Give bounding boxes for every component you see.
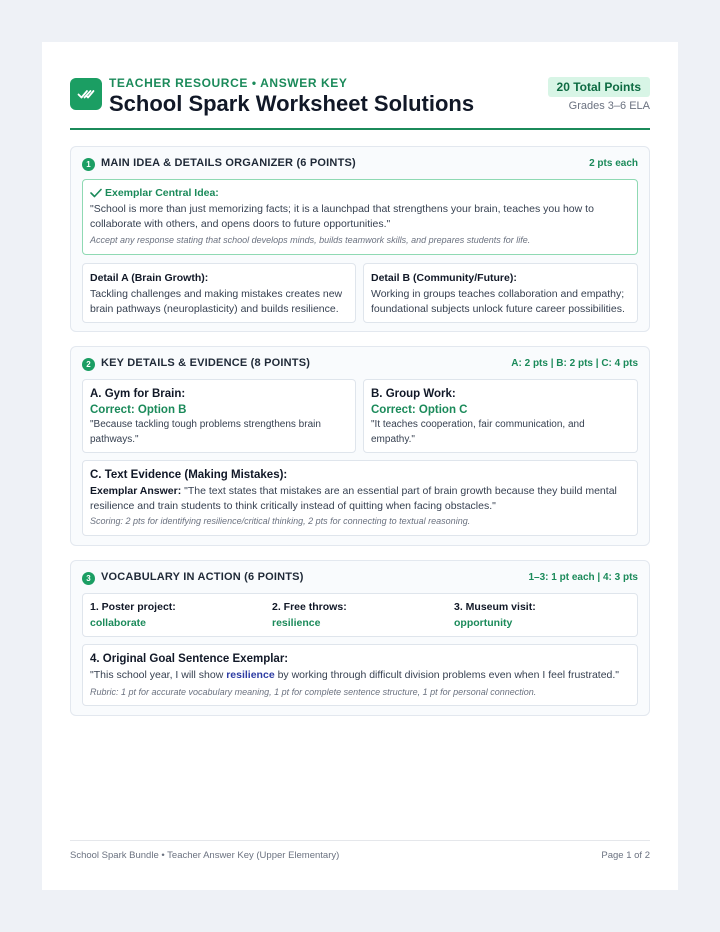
section-points: 1–3: 1 pt each | 4: 3 pts [528,572,638,583]
vocab-item-label: 1. Poster project: [90,601,176,613]
total-points-badge: 20 Total Points [548,77,650,97]
central-idea-text: "School is more than just memorizing facts; it is a launchpad that strengthens your brain, teaches you how to collaborate with others, and opens doors to future opportunities." [90,203,594,230]
question-c-answer [90,484,630,514]
goal-sentence-label: 4. Original Goal Sentence Exemplar: [90,653,289,665]
section-points: 2 pts each [589,158,638,169]
question-c-note: Scoring: 2 pts for identifying resilience/critical thinking, 2 pts for connecting to textual reasoning. [90,516,471,526]
page-header [70,76,650,130]
footer-bundle-label: School Spark Bundle • Teacher Answer Key (Upper Elementary) [70,850,340,861]
header-kicker: TEACHER RESOURCE • ANSWER KEY [109,76,348,90]
vocab-item-answer: collaborate [90,617,147,629]
double-check-icon [70,78,102,110]
question-b-label: B. Group Work: [371,388,456,400]
section-vocabulary [70,560,650,716]
vocab-item [454,601,624,629]
section-main-idea [70,146,650,332]
vocab-item-answer: opportunity [454,617,513,629]
section-header [82,356,638,374]
goal-sentence-after: by working through difficult division problems even when I feel frustrated." [274,669,620,681]
worksheet-page [42,42,678,890]
section-header [82,570,638,588]
section-number: 2 [82,358,95,371]
detail-a-text: Tackling challenges and making mistakes creates new brain pathways (neuroplasticity) and builds resilience. [90,288,343,315]
section-header [82,156,638,174]
question-b-card [363,379,638,453]
vocab-item [90,601,260,629]
section-points: A: 2 pts | B: 2 pts | C: 4 pts [511,358,638,369]
goal-sentence-text [90,668,630,683]
detail-b-label: Detail B (Community/Future): [371,272,517,284]
vocab-highlight: resilience [226,669,275,681]
vocabulary-answers-card [82,593,638,637]
central-idea-card [82,179,638,255]
question-b-quote: "It teaches cooperation, fair communication, and empathy." [371,419,585,445]
section-key-details [70,346,650,546]
page-footer [70,840,650,861]
page-title: School Spark Worksheet Solutions [109,91,475,116]
question-a-card [82,379,356,453]
vocab-item-label: 2. Free throws: [272,601,347,613]
question-c-card [82,460,638,536]
exemplar-answer-text: "The text states that mistakes are an essential part of brain growth because they build mental resilience and train students to think critically instead of quitting when facing obstacles." [90,485,617,512]
section-number: 3 [82,572,95,585]
detail-b-text: Working in groups teaches collaboration and empathy; foundational subjects unlock future career possibilities. [371,288,625,315]
question-a-quote: "Because tackling tough problems strengthens brain pathways." [90,419,321,445]
goal-sentence-before: "This school year, I will show [90,669,227,681]
exemplar-answer-label: Exemplar Answer: [90,485,182,497]
central-idea-label: Exemplar Central Idea: [105,187,219,199]
page-number: Page 1 of 2 [601,850,650,861]
central-idea-note: Accept any response stating that school develops minds, builds teamwork skills, and prepares students for life. [90,235,531,245]
goal-sentence-card [82,644,638,706]
goal-sentence-rubric: Rubric: 1 pt for accurate vocabulary meaning, 1 pt for complete sentence structure, 1 pt for personal connection. [90,687,537,697]
section-title: VOCABULARY IN ACTION (6 POINTS) [101,571,304,583]
question-a-label: A. Gym for Brain: [90,388,186,400]
question-b-answer: Correct: Option C [371,404,468,416]
vocab-item-answer: resilience [272,617,321,629]
detail-b-card [363,263,638,323]
question-a-answer: Correct: Option B [90,404,187,416]
vocab-item [272,601,442,629]
section-number: 1 [82,158,95,171]
detail-a-card [82,263,356,323]
grades-label: Grades 3–6 ELA [568,100,650,112]
vocab-item-label: 3. Museum visit: [454,601,536,613]
question-c-label: C. Text Evidence (Making Mistakes): [90,469,288,481]
section-title: KEY DETAILS & EVIDENCE (8 POINTS) [101,357,311,369]
section-title: MAIN IDEA & DETAILS ORGANIZER (6 POINTS) [101,157,356,169]
detail-a-label: Detail A (Brain Growth): [90,272,209,284]
check-icon [90,188,102,198]
